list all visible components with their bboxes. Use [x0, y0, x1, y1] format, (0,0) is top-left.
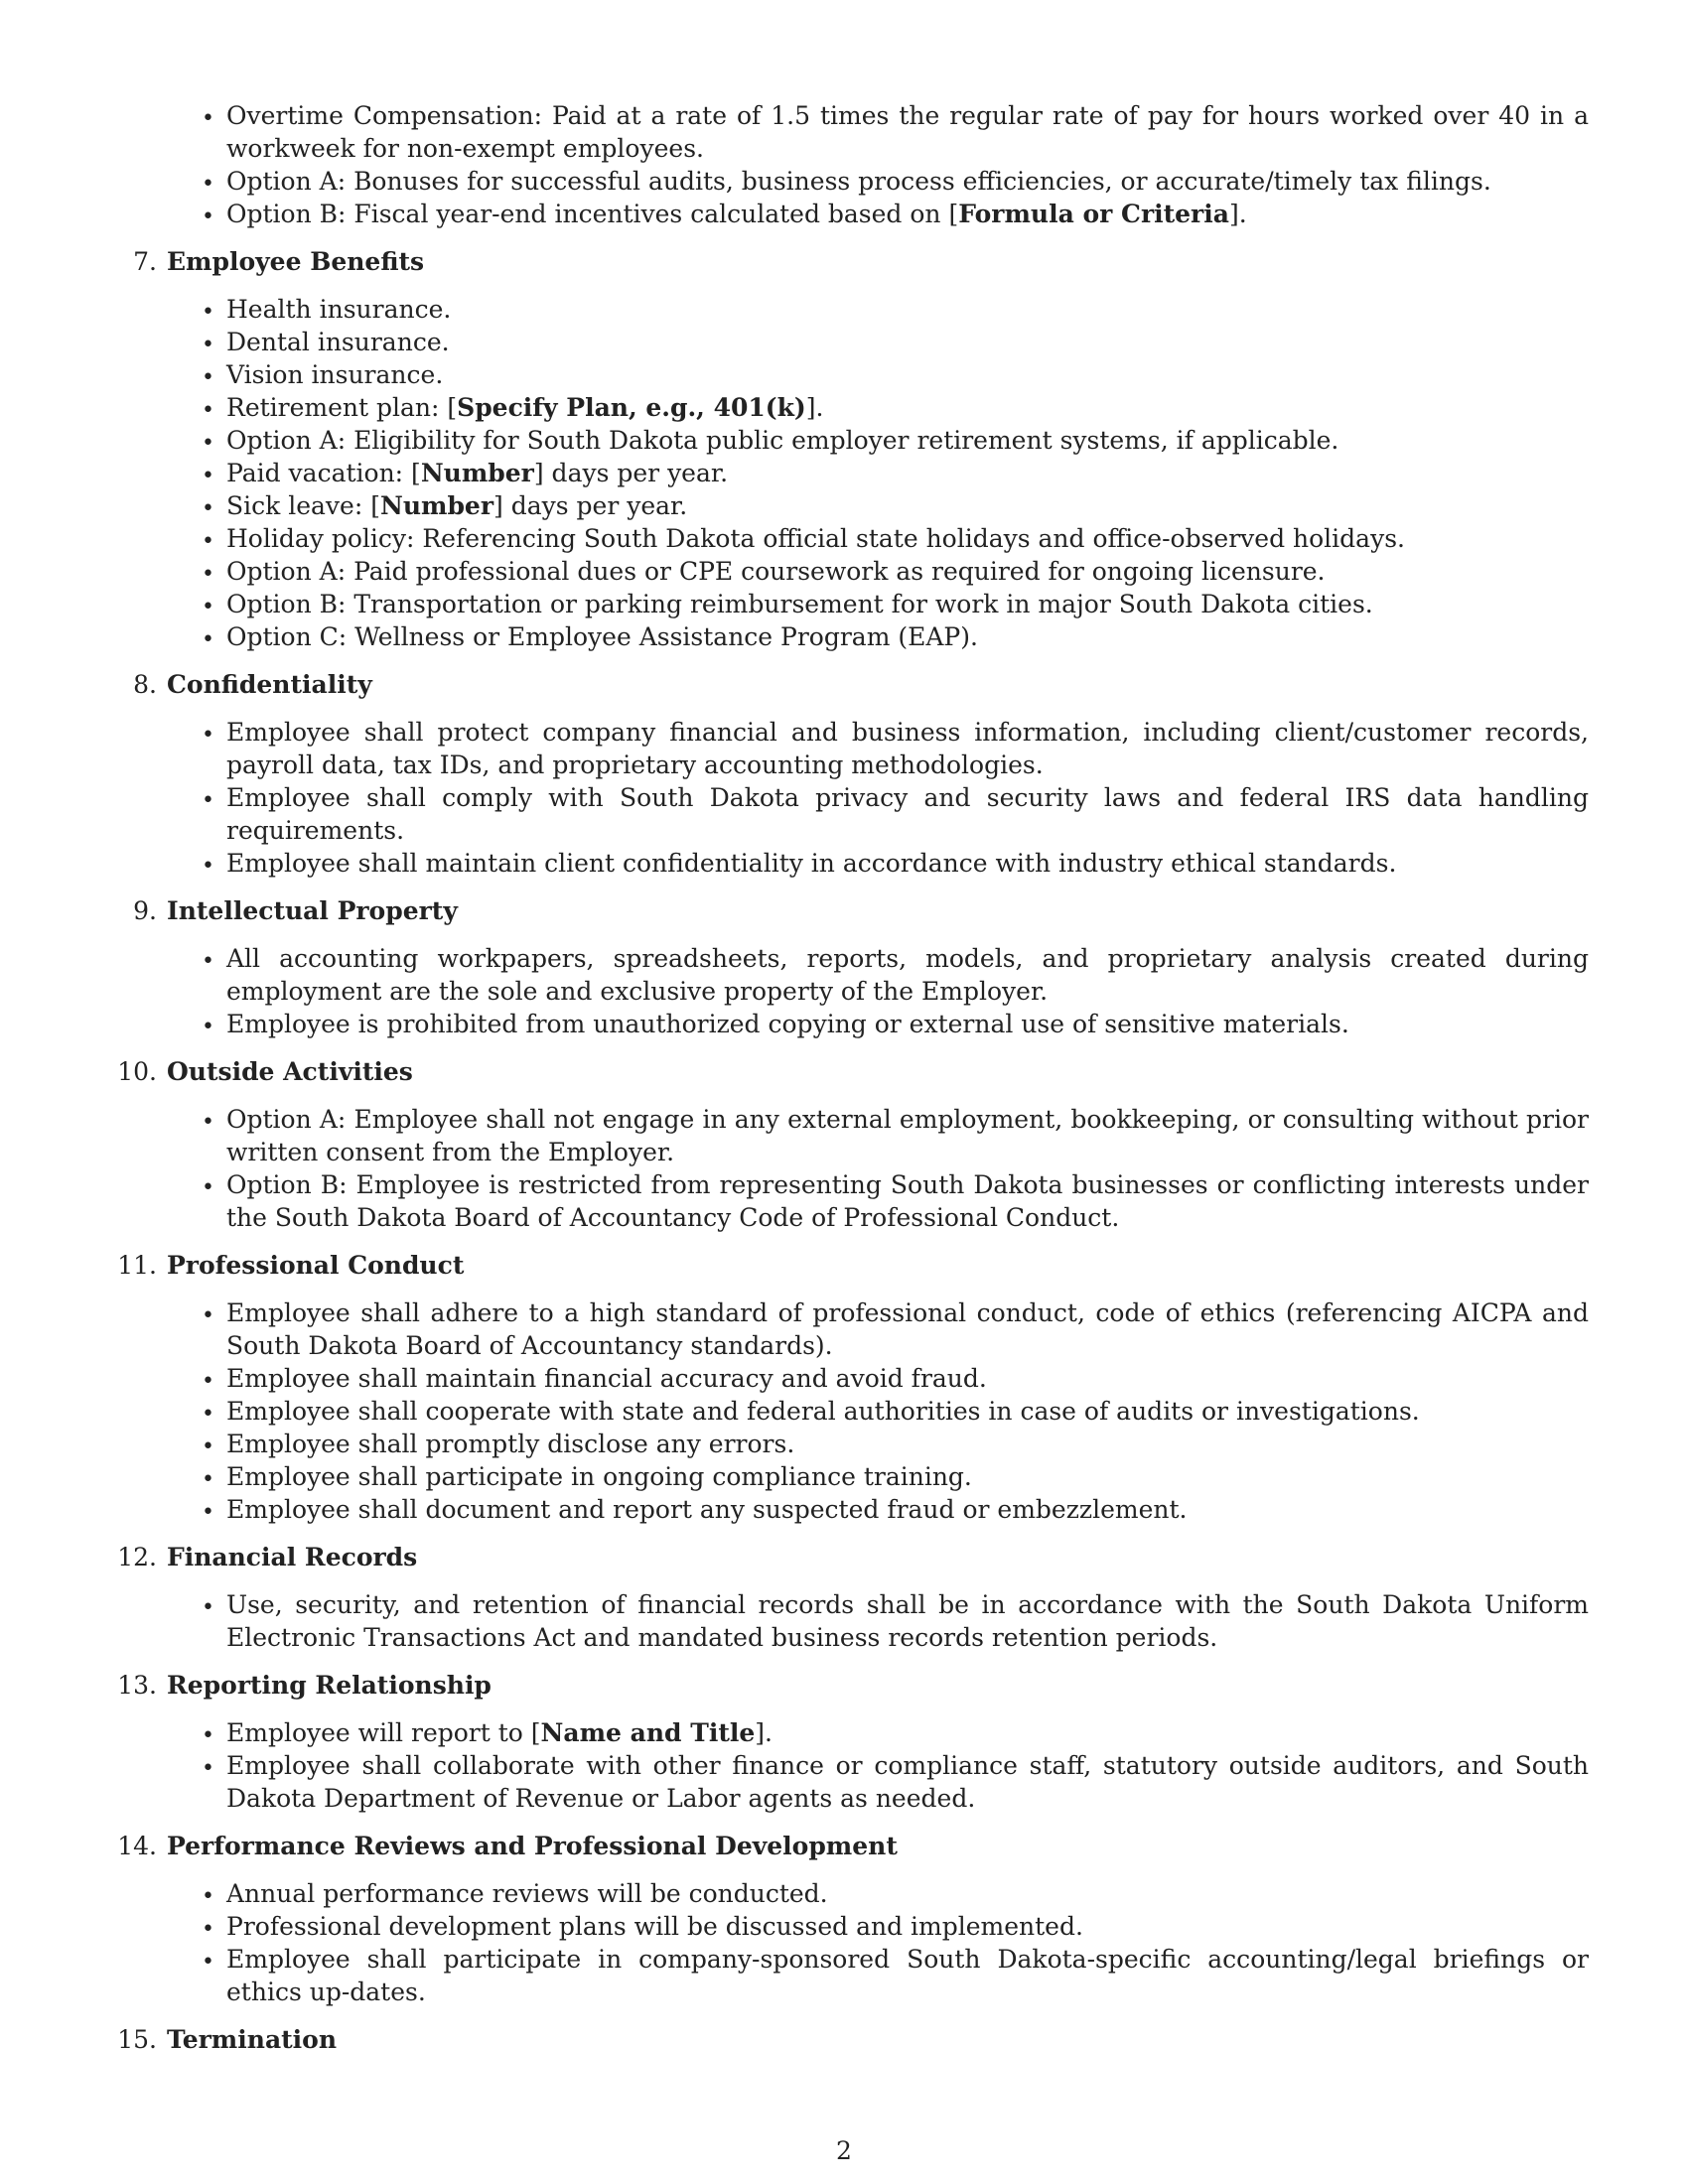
list-item-text [226, 1428, 1589, 1460]
list-item-text [226, 1749, 1589, 1815]
list-item-text [226, 620, 1589, 653]
list-item-text [226, 391, 1589, 424]
item-text: Employee shall cooperate with state and federal authorities in case of audits or investigations. [226, 1397, 1420, 1426]
item-text: All accounting workpapers, spreadsheets, reports, models, and proprietary analysis created during employment are the sole and exclusive property of the Employer. [226, 944, 1589, 1006]
list-item-text [226, 165, 1589, 198]
bullet-list [99, 99, 1589, 230]
list-item-text [226, 716, 1589, 781]
section-number: 12. [117, 1543, 157, 1571]
list-item-text [226, 457, 1589, 489]
bullet-list [99, 1588, 1589, 1654]
item-text: Option A: Bonuses for successful audits, business process efficiencies, or accurate/timely tax filings. [226, 167, 1491, 196]
list-item [99, 99, 1589, 165]
item-text: Employee shall maintain financial accuracy and avoid fraud. [226, 1364, 987, 1393]
item-text-pre: Paid vacation: [ [226, 459, 421, 487]
section-heading [99, 1249, 1589, 1282]
bullet-icon: • [202, 464, 214, 488]
item-text: Employee shall participate in company-sponsored South Dakota-specific accounting/legal briefings or ethics up-dates. [226, 1945, 1589, 2006]
list-item [99, 847, 1589, 880]
list-item-text [226, 1395, 1589, 1428]
list-item [99, 1493, 1589, 1526]
list-item-text [226, 588, 1589, 620]
list-item-text [226, 1588, 1589, 1654]
list-item [99, 198, 1589, 230]
list-item-text [226, 1877, 1589, 1910]
placeholder-field: Formula or Criteria [958, 200, 1229, 228]
list-item [99, 1460, 1589, 1493]
list-item [99, 1428, 1589, 1460]
list-item-text [226, 489, 1589, 522]
bullet-icon: • [202, 529, 214, 554]
item-text-post: ] days per year. [493, 491, 688, 520]
placeholder-field: Number [379, 491, 494, 520]
list-item-text [226, 424, 1589, 457]
section-title: Termination [167, 2025, 338, 2054]
list-item-text [226, 1008, 1589, 1040]
bullet-list [99, 1716, 1589, 1815]
item-text: Use, security, and retention of financial records shall be in accordance with the South Dakota Uniform Electronic Transactions Act and mandated business records retention periods. [226, 1590, 1589, 1652]
list-item-text [226, 1910, 1589, 1943]
bullet-icon: • [202, 1015, 214, 1039]
section-title: Confidentiality [167, 670, 372, 699]
list-item [99, 391, 1589, 424]
bullet-icon: • [202, 300, 214, 325]
item-text-pre: Retirement plan: [ [226, 393, 458, 422]
section-number: 8. [133, 670, 157, 699]
list-item-text [226, 99, 1589, 165]
bullet-icon: • [202, 1884, 214, 1909]
bullet-icon: • [202, 172, 214, 197]
bullet-icon: • [202, 1467, 214, 1492]
list-item [99, 1395, 1589, 1428]
bullet-icon: • [202, 333, 214, 357]
item-text: Annual performance reviews will be conducted. [226, 1879, 828, 1908]
bullet-icon: • [202, 1595, 214, 1620]
list-item [99, 1716, 1589, 1749]
bullet-icon: • [202, 496, 214, 521]
list-item [99, 1103, 1589, 1168]
item-text-post: ]. [755, 1718, 773, 1747]
list-item [99, 1008, 1589, 1040]
section-number: 11. [117, 1251, 157, 1280]
section-title: Intellectual Property [167, 896, 458, 925]
bullet-icon: • [202, 1756, 214, 1781]
list-item [99, 293, 1589, 326]
section-heading [99, 1055, 1589, 1088]
section-heading [99, 1669, 1589, 1702]
list-item-text [226, 358, 1589, 391]
bullet-icon: • [202, 106, 214, 131]
section-heading [99, 668, 1589, 701]
bullet-icon: • [202, 205, 214, 229]
list-item [99, 1877, 1589, 1910]
list-item [99, 716, 1589, 781]
item-text-post: ] days per year. [533, 459, 729, 487]
list-item-text [226, 1362, 1589, 1395]
item-text: Professional development plans will be discussed and implemented. [226, 1912, 1083, 1941]
list-item-text [226, 847, 1589, 880]
bullet-list [99, 1877, 1589, 2008]
item-text: Employee shall collaborate with other finance or compliance staff, statutory outside auditors, and South Dakota Department of Revenue or Labor agents as needed. [226, 1751, 1589, 1813]
bullet-list [99, 1297, 1589, 1526]
item-text: Option C: Wellness or Employee Assistance Program (EAP). [226, 622, 978, 651]
section-number: 14. [117, 1832, 157, 1860]
item-text: Employee shall maintain client confidentiality in accordance with industry ethical standards. [226, 849, 1397, 878]
bullet-icon: • [202, 627, 214, 652]
placeholder-field: Number [420, 459, 534, 487]
item-text: Option B: Employee is restricted from representing South Dakota businesses or conflicting interests under the South Dakota Board of Accountancy Code of Professional Conduct. [226, 1170, 1589, 1232]
list-item [99, 489, 1589, 522]
bullet-icon: • [202, 1175, 214, 1200]
bullet-icon: • [202, 723, 214, 748]
list-item-text [226, 326, 1589, 358]
item-text: Option A: Employee shall not engage in any external employment, bookkeeping, or consulting without prior written consent from the Employer. [226, 1105, 1589, 1166]
bullet-icon: • [202, 1500, 214, 1525]
list-item-text [226, 942, 1589, 1008]
item-text: Employee shall participate in ongoing compliance training. [226, 1462, 972, 1491]
item-text: Employee shall promptly disclose any errors. [226, 1430, 795, 1458]
bullet-icon: • [202, 1402, 214, 1427]
list-item [99, 942, 1589, 1008]
section-heading [99, 245, 1589, 278]
section-number: 15. [117, 2025, 157, 2054]
bullet-icon: • [202, 788, 214, 813]
item-text-pre: Option B: Fiscal year-end incentives calculated based on [ [226, 200, 959, 228]
bullet-icon: • [202, 1950, 214, 1975]
list-item-text [226, 198, 1589, 230]
bullet-icon: • [202, 562, 214, 587]
bullet-icon: • [202, 1917, 214, 1942]
placeholder-field: Specify Plan, e.g., 401(k) [457, 393, 806, 422]
list-item [99, 588, 1589, 620]
section-heading [99, 1541, 1589, 1573]
document-body [99, 99, 1589, 2056]
section-number: 7. [133, 247, 157, 276]
bullet-list [99, 293, 1589, 653]
list-item [99, 1910, 1589, 1943]
item-text: Overtime Compensation: Paid at a rate of 1.5 times the regular rate of pay for hours worked over 40 in a workweek for non-exempt employees. [226, 101, 1589, 163]
bullet-icon: • [202, 1723, 214, 1748]
section-heading [99, 2023, 1589, 2056]
bullet-icon: • [202, 1369, 214, 1394]
item-text: Vision insurance. [226, 360, 444, 389]
list-item [99, 555, 1589, 588]
list-item-text [226, 1460, 1589, 1493]
section-heading [99, 1830, 1589, 1862]
item-text: Health insurance. [226, 295, 452, 324]
section-title: Financial Records [167, 1543, 418, 1571]
list-item [99, 522, 1589, 555]
list-item [99, 1943, 1589, 2008]
list-item [99, 358, 1589, 391]
item-text: Employee shall comply with South Dakota privacy and security laws and federal IRS data handling requirements. [226, 783, 1589, 845]
list-item [99, 1749, 1589, 1815]
item-text-pre: Employee will report to [ [226, 1718, 541, 1747]
list-item-text [226, 293, 1589, 326]
placeholder-field: Name and Title [540, 1718, 756, 1747]
section-heading [99, 894, 1589, 927]
bullet-icon: • [202, 1303, 214, 1328]
item-text: Option A: Paid professional dues or CPE coursework as required for ongoing licensure. [226, 557, 1326, 586]
bullet-icon: • [202, 854, 214, 879]
list-item-text [226, 1297, 1589, 1362]
list-item-text [226, 1168, 1589, 1234]
list-item [99, 1168, 1589, 1234]
item-text: Option B: Transportation or parking reimbursement for work in major South Dakota cities. [226, 590, 1373, 618]
bullet-icon: • [202, 431, 214, 456]
page-content [99, 99, 1589, 2071]
bullet-icon: • [202, 595, 214, 619]
list-item [99, 424, 1589, 457]
item-text: Holiday policy: Referencing South Dakota official state holidays and office-observed holidays. [226, 524, 1405, 553]
list-item-text [226, 1103, 1589, 1168]
bullet-icon: • [202, 365, 214, 390]
section-title: Performance Reviews and Professional Development [167, 1832, 898, 1860]
item-text: Dental insurance. [226, 328, 450, 356]
item-text-post: ]. [1228, 200, 1247, 228]
page-number: 2 [836, 2136, 852, 2165]
section-number: 10. [117, 1057, 157, 1086]
list-item [99, 1297, 1589, 1362]
list-item [99, 1362, 1589, 1395]
item-text: Employee shall document and report any suspected fraud or embezzlement. [226, 1495, 1188, 1524]
list-item [99, 326, 1589, 358]
bullet-icon: • [202, 1434, 214, 1459]
list-item [99, 457, 1589, 489]
section-title: Reporting Relationship [167, 1671, 492, 1700]
item-text: Employee shall adhere to a high standard of professional conduct, code of ethics (referencing AICPA and South Dakota Board of Accountancy standards). [226, 1298, 1589, 1360]
bullet-icon: • [202, 398, 214, 423]
list-item-text [226, 555, 1589, 588]
item-text-post: ]. [805, 393, 824, 422]
list-item [99, 781, 1589, 847]
item-text: Option A: Eligibility for South Dakota public employer retirement systems, if applicable. [226, 426, 1339, 455]
section-title: Employee Benefits [167, 247, 425, 276]
list-item [99, 620, 1589, 653]
section-number: 9. [133, 896, 157, 925]
item-text: Employee shall protect company financial and business information, including client/customer records, payroll data, tax IDs, and proprietary accounting methodologies. [226, 718, 1589, 779]
bullet-list [99, 716, 1589, 880]
list-item-text [226, 1716, 1589, 1749]
list-item-text [226, 781, 1589, 847]
bullet-icon: • [202, 949, 214, 974]
section-title: Professional Conduct [167, 1251, 465, 1280]
list-item-text [226, 522, 1589, 555]
list-item-text [226, 1493, 1589, 1526]
list-item-text [226, 1943, 1589, 2008]
section-number: 13. [117, 1671, 157, 1700]
list-item [99, 1588, 1589, 1654]
bullet-list [99, 1103, 1589, 1234]
section-title: Outside Activities [167, 1057, 413, 1086]
item-text-pre: Sick leave: [ [226, 491, 380, 520]
list-item [99, 165, 1589, 198]
item-text: Employee is prohibited from unauthorized copying or external use of sensitive materials. [226, 1010, 1349, 1038]
bullet-list [99, 942, 1589, 1040]
bullet-icon: • [202, 1110, 214, 1135]
